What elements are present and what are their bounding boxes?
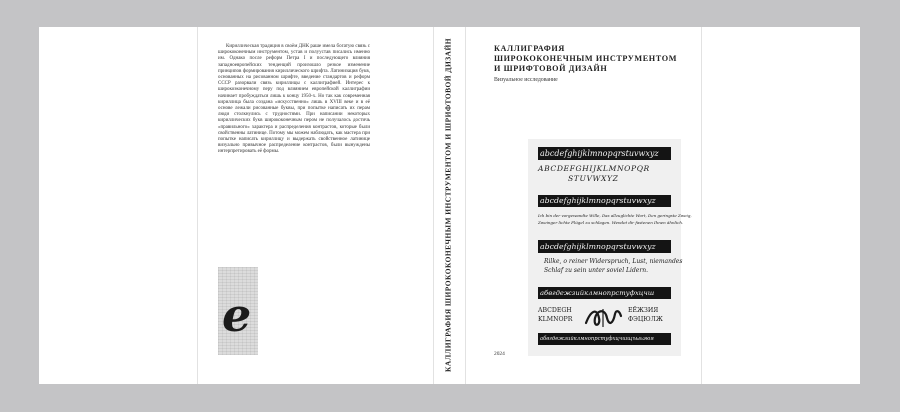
plate-line-12: KLMNOPR	[538, 316, 573, 323]
calligraphy-plate	[528, 139, 692, 356]
back-flap-fold	[197, 27, 198, 384]
front-flap-fold	[701, 27, 702, 384]
spine-right-fold	[465, 27, 466, 384]
plate-line-6: Zweinger lichte Flügel zu schlagen. Wendet dir fastenen Ihnen ähnlich.	[538, 220, 684, 225]
cover-title-line-3: И ШРИФТОВОЙ ДИЗАЙН	[494, 64, 608, 73]
plate-line-5: Ich bin der vorgewandte Wille, Das allzuglichte Wort, Den geringste Zweig,	[538, 213, 692, 218]
spine-title: КАЛЛИГРАФИЯ ШИРОКОКОНЕЧНЫМ ИНСТРУМЕНТОМ И ШРИФТОВОЙ ДИЗАЙН	[443, 38, 453, 372]
plate-line-3: STUVWXYZ	[568, 174, 619, 183]
cover-year: 2024	[494, 351, 505, 357]
cover-title-line-2: ШИРОКОКОНЕЧНЫМ ИНСТРУМЕНТОМ	[494, 54, 678, 63]
plate-line-9: Schlaf zu sein unter soviel Lidern.	[544, 267, 648, 274]
plate-line-7: abcdefghijklmnopqrstuvwxyz	[538, 240, 671, 253]
plate-line-13: ЕЁЖЗИЯ	[628, 307, 659, 314]
calligraphic-monogram-flourish	[583, 306, 625, 330]
plate-line-4: abcdefghijklmnopqrstuvwxyz	[538, 195, 671, 207]
plate-line-2: ABCDEFGHIJKLMNOPQR	[538, 164, 650, 173]
back-cover-letter-specimen	[218, 267, 258, 355]
back-cover-text: Кириллическая традиция в своём ДНК раше имела богатую связь с ширококонечным инструментом, устав и полуустав писались именно им. Однако после реформ Петра I и последующего влияния западноевропейских тенденций произошло резкое изменение принципов формирования кириллического шрифта. Латинизация букв, основанных на рисованном шрифте, введение стандартов и реформ СССР разорвали связь кириллицы с каллиграфией. Интерес к широкоэконечному перу под влиянием европейской каллиграфии начинает пробуждаться лишь к концу 1950-х. Но так как современная кириллица была создана «искусственно» лишь в XVIII веке и в её основе лежали рисованные буквы, при попытке написать их перам люди столкнулись с трудностями. При написании некоторых кириллических букв ширококонечным пером не получалось достичь «правильного» характера и распределения контрастов, которые были свойственны латинице. Потому мы можем наблюдать, как мастера при попытке написать кириллицу и выдержать свойственное латинице визуально привычное распределение контрастов, были вынуждены интерпретировать её формы.	[218, 44, 370, 155]
cover-title	[494, 44, 694, 74]
cover-title-line-1: КАЛЛИГРАФИЯ	[494, 44, 565, 53]
spine	[433, 27, 464, 384]
specimen-letter: e	[222, 288, 252, 342]
plate-line-14: ФЭЦЮЛЖ	[628, 316, 663, 323]
plate-line-1: abcdefghijklmnopqrstuvwxyz	[538, 147, 671, 160]
plate-line-10: абвгдежзийклмнопрстуфхцчш	[538, 287, 671, 299]
plate-line-8: Rilke, o reiner Widerspruch, Lust, niemandes	[544, 258, 683, 265]
plate-line-11: ABCDEGH	[538, 307, 572, 314]
plate-line-15: абвгдежзийклмнопрстуфхцчшщъыьэюя	[538, 333, 671, 345]
cover-subtitle: Визуальное исследование	[494, 77, 558, 83]
